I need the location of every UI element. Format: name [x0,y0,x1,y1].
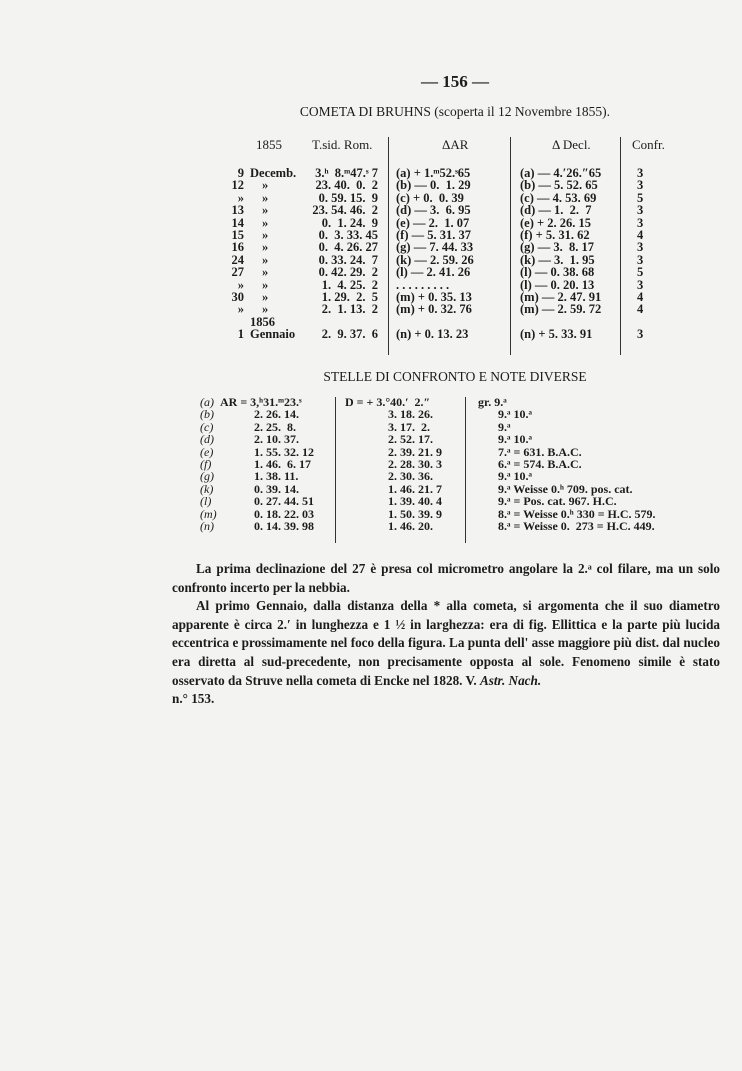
day-cell: 13 [231,203,244,218]
time-cell: 0. 3. 33. 45 [318,228,378,242]
ar-cell: 1. 55. 32. 12 [254,444,314,459]
comparisons-cell: 4 [637,228,644,242]
page-number: — 156 — [421,72,489,91]
header-confr: Confr. [632,137,665,152]
month-cell: » [262,252,269,267]
delta-ar-cell: (c) + 0. 0. 39 [396,190,464,205]
month-cell: Gennaio [250,327,296,342]
day-cell: 12 [231,178,244,193]
star-id: (d) [200,432,214,447]
table-row [160,419,720,434]
table-row [160,459,720,470]
page-title: COMETA DI BRUHNS (scoperta il 12 Novembre 1855). [299,104,611,119]
delta-decl-cell: (l) — 0. 38. 68 [520,265,595,280]
paragraph-end: n.° 153. [172,691,215,707]
declination-cell: 3. 17. 2. [388,419,430,434]
month-cell: » [262,277,269,292]
comparisons-cell: 3 [637,166,644,180]
comparisons-cell: 3 [637,178,644,193]
month-cell: » [262,265,269,280]
comparisons-cell: 3 [637,215,644,230]
day-cell: 15 [231,228,244,242]
day-cell: » [237,190,244,205]
delta-decl-cell: (g) — 3. 8. 17 [520,240,594,255]
magnitude-cell: 8.ᵃ = Weisse 0. 273 = H.C. 449. [498,519,655,533]
month-cell: » [262,240,269,255]
delta-decl-cell: (f) + 5. 31. 62 [520,228,590,242]
delta-ar-cell: (g) — 7. 44. 33 [396,240,474,255]
declination-cell: 3. 18. 26. [388,407,433,422]
magnitude-cell: 9.ᵃ Weisse 0.ʰ 709. pos. cat. [498,481,633,496]
paragraph: La prima declinazione del 27 è presa col micrometro angolare la 2.ᵃ col filare, ma un solo confronto incerto per la nebbia. [172,561,720,595]
comparisons-cell: 3 [637,277,644,292]
declination-cell: D = + 3.°40.′ 2.″ [345,395,431,409]
paragraph [172,597,720,690]
delta-ar-cell: (m) + 0. 35. 13 [396,290,472,304]
magnitude-cell: 8.ᵃ = Weisse 0.ʰ 330 = H.C. 579. [498,506,656,521]
time-cell: 23. 40. 0. 2 [315,178,378,193]
day-cell: 9 [237,166,244,180]
comparisons-cell: 4 [637,302,644,317]
delta-ar-cell: (m) + 0. 32. 76 [396,302,472,317]
ar-cell: 1. 46. 6. 17 [254,457,311,471]
day-cell: 24 [231,252,244,267]
ar-cell: 2. 26. 14. [254,407,299,422]
month-cell: » [262,178,269,193]
declination-cell: 2. 28. 30. 3 [388,457,442,471]
ar-cell: 0. 39. 14. [254,481,299,496]
star-id: (c) [200,419,214,434]
delta-ar-cell: (f) — 5. 31. 37 [396,228,471,242]
day-cell: 30 [231,290,244,304]
table-row [220,204,690,216]
table-row [220,179,690,191]
delta-ar-cell: (d) — 3. 6. 95 [396,203,471,218]
magnitude-cell: 9.ᵃ 10.ᵃ [498,407,533,422]
star-id: (e) [200,444,214,459]
table-row [160,409,720,420]
declination-cell: 2. 30. 36. [388,469,433,484]
ar-cell: 0. 27. 44. 51 [254,494,314,509]
month-cell: » [262,290,269,304]
star-id: (l) [200,494,212,509]
comparisons-cell: 3 [637,240,644,255]
month-cell: » [262,215,269,230]
day-cell: 16 [231,240,244,255]
magnitude-cell: 7.ᵃ = 631. B.A.C. [498,444,582,459]
comparisons-cell: 3 [637,203,644,218]
month-cell: » [262,228,269,242]
time-cell: 1. 29. 2. 5 [321,290,378,304]
table-row [160,434,720,445]
comparisons-cell: 4 [637,290,644,304]
delta-decl-cell: (l) — 0. 20. 13 [520,277,595,292]
delta-decl-cell: (k) — 3. 1. 95 [520,252,595,267]
delta-ar-cell: (l) — 2. 41. 26 [396,265,471,280]
declination-cell: 1. 39. 40. 4 [388,494,442,509]
delta-ar-cell: (k) — 2. 59. 26 [396,252,474,267]
delta-decl-cell: (e) + 2. 26. 15 [520,215,591,230]
ar-cell: 0. 18. 22. 03 [254,506,314,521]
declination-cell: 1. 46. 20. [388,519,433,533]
delta-decl-cell: (n) + 5. 33. 91 [520,327,593,342]
table-row [160,496,720,507]
star-id: (a) [200,395,214,409]
star-id: (f) [200,457,212,471]
header-time: T.sid. Rom. [312,137,373,152]
day-cell: 1 [237,327,244,342]
delta-decl-cell: (d) — 1. 2. 7 [520,203,592,218]
month-cell: » [262,190,269,205]
comparisons-cell: 3 [637,327,644,342]
table-row [220,328,690,340]
time-cell: 0. 4. 26. 27 [318,240,378,255]
time-cell: 1. 4. 25. 2 [321,277,378,292]
day-cell: 27 [231,265,244,280]
declination-cell: 2. 52. 17. [388,432,433,447]
star-id: (g) [200,469,214,484]
star-id: (m) [200,506,217,521]
time-cell: 2. 9. 37. 6 [321,327,378,342]
section-title: STELLE DI CONFRONTO E NOTE DIVERSE [323,369,587,384]
magnitude-cell: gr. 9.ᵃ [478,395,507,409]
header-ddecl: Δ Decl. [552,137,591,152]
day-cell: 14 [231,215,244,230]
month-cell: 1856 [250,314,275,329]
header-dar: ΔAR [442,137,469,152]
month-cell: Decemb. [250,166,297,180]
table-row [160,471,720,482]
delta-decl-cell: (b) — 5. 52. 65 [520,178,598,193]
declination-cell: 1. 46. 21. 7 [388,481,442,496]
time-cell: 0. 59. 15. 9 [318,190,378,205]
ar-cell: 2. 25. 8. [254,419,296,434]
time-cell: 0. 42. 29. 2 [318,265,378,280]
table-row [220,241,690,253]
magnitude-cell: 9.ᵃ = Pos. cat. 967. H.C. [498,494,617,509]
ar-cell: AR = 3,ʰ31.ᵐ23.ˢ [220,395,302,409]
time-cell: 0. 1. 24. 9 [321,215,378,230]
day-cell: » [237,277,244,292]
comparisons-cell: 3 [637,252,644,267]
comparisons-cell: 5 [637,190,644,205]
magnitude-cell: 6.ᵃ = 574. B.A.C. [498,457,582,471]
time-cell: 2. 1. 13. 2 [321,302,378,317]
table-row [220,303,690,315]
comparison-stars-table [160,397,720,543]
delta-ar-cell: (n) + 0. 13. 23 [396,327,469,342]
delta-decl-cell: (m) — 2. 59. 72 [520,302,602,317]
delta-ar-cell: . . . . . . . . . [396,277,450,292]
notes-text [172,560,720,709]
header-year: 1855 [256,137,282,152]
magnitude-cell: 9.ᵃ [498,419,511,434]
ar-cell: 0. 14. 39. 98 [254,519,314,533]
star-id: (b) [200,407,214,422]
ar-cell: 1. 38. 11. [254,469,299,484]
paragraph-text: Al primo Gennaio, dalla distanza della * alla cometa, si argomenta che il suo diametro apparente è circa 2.′ in lunghezza e 1 ½ in larghezza: era di fig. Ellittica e la parte più lucida eccentrica e prossimamente nel foco della figura. La punta dell' asse maggiore più dist. dal nucleo era diretta al sud-precedente, non precisamente opposta al sole. Fenomeno simile è stato osservato da Struve nella cometa di Encke nel 1828. V. [172,598,720,688]
magnitude-cell: 9.ᵃ 10.ᵃ [498,469,533,484]
delta-decl-cell: (m) — 2. 47. 91 [520,290,602,304]
star-id: (k) [200,481,214,496]
star-id: (n) [200,519,214,533]
magnitude-cell: 9.ᵃ 10.ᵃ [498,432,533,447]
comparisons-cell: 5 [637,265,644,280]
table-row [160,521,720,532]
time-cell: 3.ʰ 8.ᵐ47.ˢ 7 [315,166,378,180]
time-cell: 0. 33. 24. 7 [318,252,378,267]
declination-cell: 2. 39. 21. 9 [388,444,442,459]
delta-ar-cell: (e) — 2. 1. 07 [396,215,470,230]
delta-decl-cell: (c) — 4. 53. 69 [520,190,597,205]
time-cell: 23. 54. 46. 2 [312,203,378,218]
month-cell: » [262,302,269,317]
table-row [160,397,720,408]
table-row [220,266,690,278]
month-cell: » [262,203,269,218]
delta-decl-cell: (a) — 4.′26.″65 [520,166,602,180]
delta-ar-cell: (b) — 0. 1. 29 [396,178,471,193]
journal-reference: Astr. Nach. [479,672,542,688]
ar-cell: 2. 10. 37. [254,432,299,447]
day-cell: » [237,302,244,317]
delta-ar-cell: (a) + 1.ᵐ52.ˢ65 [396,166,471,180]
declination-cell: 1. 50. 39. 9 [388,506,442,521]
